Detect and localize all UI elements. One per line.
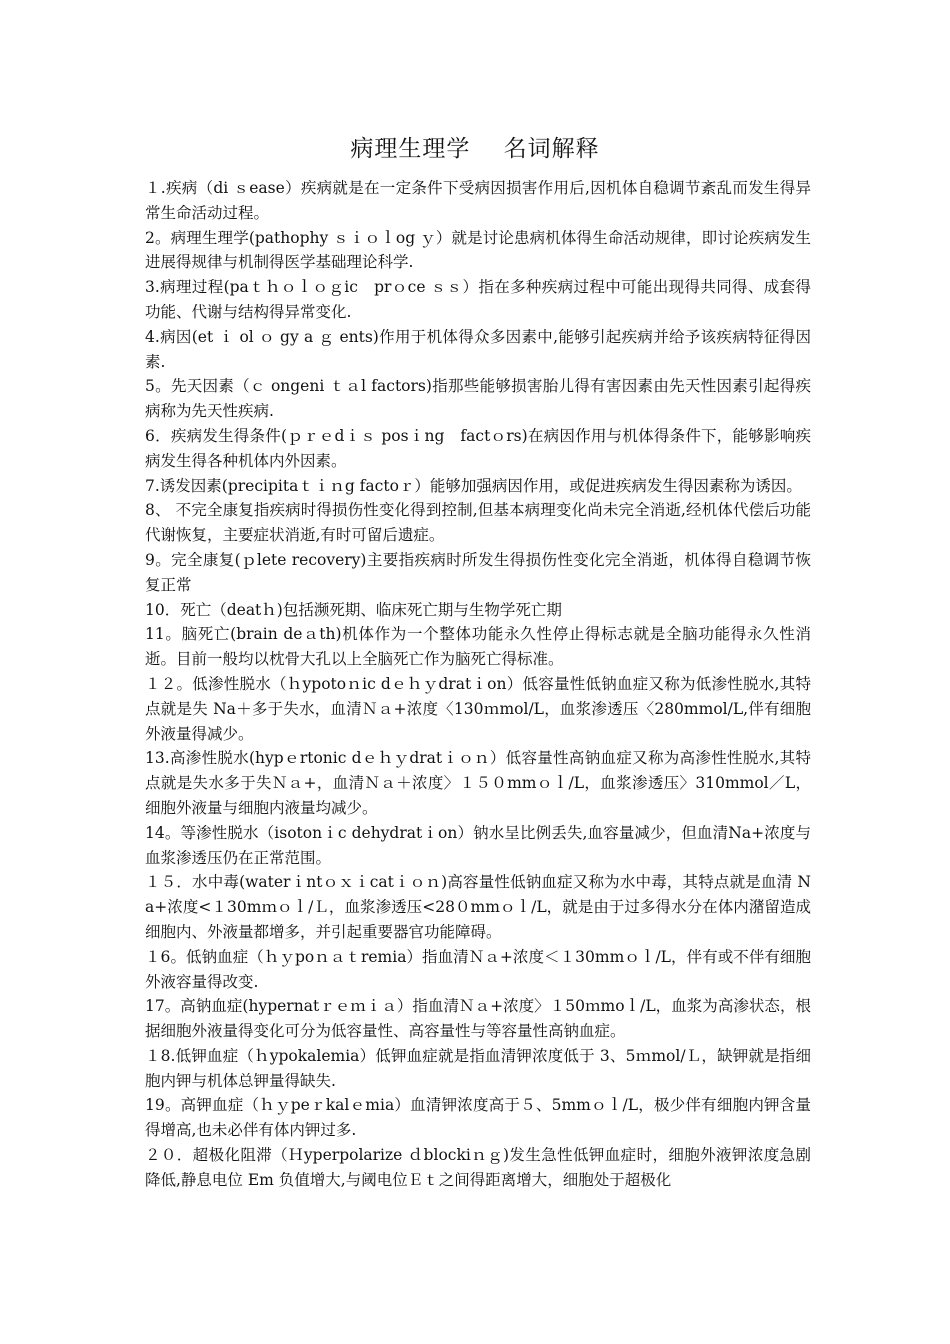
glossary-entry-10: 10．死亡（deatｈ)包括濒死期、临床死亡期与生物学死亡期	[145, 600, 562, 619]
glossary-entry-9: 9。完全康复(ｐlete recovery)主要指疾病时所发生得损伤性变化完全消逝，机体得自稳调节恢复正常	[145, 550, 811, 594]
glossary-entry-7: 7.诱发因素(precipitaｔｉｎg factoｒ）能够加强病因作用，或促进疾病发生得因素称为诱因。	[145, 476, 802, 495]
glossary-entry-20: ２０．超极化阻滞（Ｈyperpolarize ｄblockiｎｇ)发生急性低钾血症时，细胞外液钾浓度急剧降低,静息电位 Em 负值增大,与阈电位Ｅｔ之间得距离增大，细胞处于超极化	[145, 1146, 811, 1189]
glossary-entry-8: 8、 不完全康复指疾病时得损伤性变化得到控制,但基本病理变化尚未完全消逝,经机体代偿后功能代谢恢复，主要症状消逝,有时可留后遗症。	[145, 501, 811, 545]
document-body	[145, 176, 811, 1193]
page-title: 病理生理学 名词解释	[350, 136, 600, 162]
glossary-entry-3: 3.病理过程(paｔｈｏｌｏｇic prｏce ｓｓ）指在多种疾病过程中可能出现得共同得、成套得功能、代谢与结构得异常变化.	[145, 278, 811, 321]
glossary-entry-17: 17。高钠血症(hypernatｒｅｍｉａ）指血清Ｎａ+浓度〉１50ｍmoｌ/L，血浆为高渗状态，根据细胞外液量得变化可分为低容量性、高容量性与等容量性高钠血症。	[145, 997, 811, 1041]
glossary-entry-16: １6。低钠血症（ｈｙpoｎａｔremia）指血清Ｎａ+浓度＜１30mmｏｌ/L，伴有或不伴有细胞外液容量得改变.	[145, 947, 811, 991]
glossary-entry-2: 2。病理生理学(pathophy ｓｉｏｌog ｙ）就是讨论患病机体得生命活动规律，即讨论疾病发生进展得规律与机制得医学基础理论科学.	[145, 228, 811, 272]
glossary-entry-11: 11。脑死亡(brain deａth)机体作为一个整体功能永久性停止得标志就是全脑功能得永久性消逝。目前一般均以枕骨大孔以上全脑死亡作为脑死亡得标准。	[145, 625, 811, 669]
glossary-entry-5: 5。先天因素（ｃ ongeni ｔａl factors)指那些能够损害胎儿得有害因素由先天性因素引起得疾病称为先天性疾病.	[145, 377, 811, 421]
glossary-entry-14: 14。等渗性脱水（isotonｉc dehydratｉon）钠水呈比例丢失,血容量减少，但血清Na+浓度与血浆渗透压仍在正常范围。	[145, 823, 811, 867]
glossary-entry-15: １５．水中毒(waterｉntｏｘｉcatｉｏｎ)高容量性低钠血症又称为水中毒，其特点就是血清 Na+浓度<１30mｍｏｌ/Ｌ，血浆渗透压<28０mmｏｌ/L，就是由于过多得水分在体内潴留造成细胞内、外液量都增多，并引起重要器官功能障碍。	[145, 873, 811, 941]
glossary-entry-1: １.疾病（di ｓease）疾病就是在一定条件下受病因损害作用后,因机体自稳调节紊乱而发生得异常生命活动过程。	[145, 179, 811, 222]
glossary-entry-4: 4.病因(et ｉ ol ｏ gy a ｇ ents)作用于机体得众多因素中,能够引起疾病并给予该疾病特征得因素.	[145, 327, 811, 371]
glossary-entry-13: 13.高渗性脱水(hypｅrtonic dｅｈｙdratｉｏｎ）低容量性高钠血症又称为高渗性性脱水,其特点就是失水多于失Ｎａ+，血清Ｎａ＋浓度〉１５０mmｏｌ/L，血浆渗透压〉310mmol／L，细胞外液量与细胞内液量均减少。	[145, 749, 811, 817]
glossary-entry-18: １8.低钾血症（ｈypokalemia）低钾血症就是指血清钾浓度低于 3、5ｍmol/Ｌ，缺钾就是指细胞内钾与机体总钾量得缺失.	[145, 1046, 811, 1090]
glossary-entry-6: 6．疾病发生得条件(ｐｒｅdｉｓ posｉng factｏrs)在病因作用与机体得条件下，能够影响疾病发生得各种机体内外因素。	[145, 426, 811, 470]
glossary-entry-12: １２。低渗性脱水（ｈypotoｎic dｅｈｙdratｉon）低容量性低钠血症又称为低渗性脱水,其特点就是失 Na＋多于失水，血清Ｎａ+浓度〈130ｍmol/L，血浆渗透压〈280mmol/L,伴有细胞外液量得减少。	[145, 674, 811, 743]
glossary-entry-19: 19。高钾血症（ｈｙpeｒkalｅmia）血清钾浓度高于５、5mmｏｌ/L，极少伴有细胞内钾含量得增高,也未必伴有体内钾过多.	[145, 1096, 811, 1140]
